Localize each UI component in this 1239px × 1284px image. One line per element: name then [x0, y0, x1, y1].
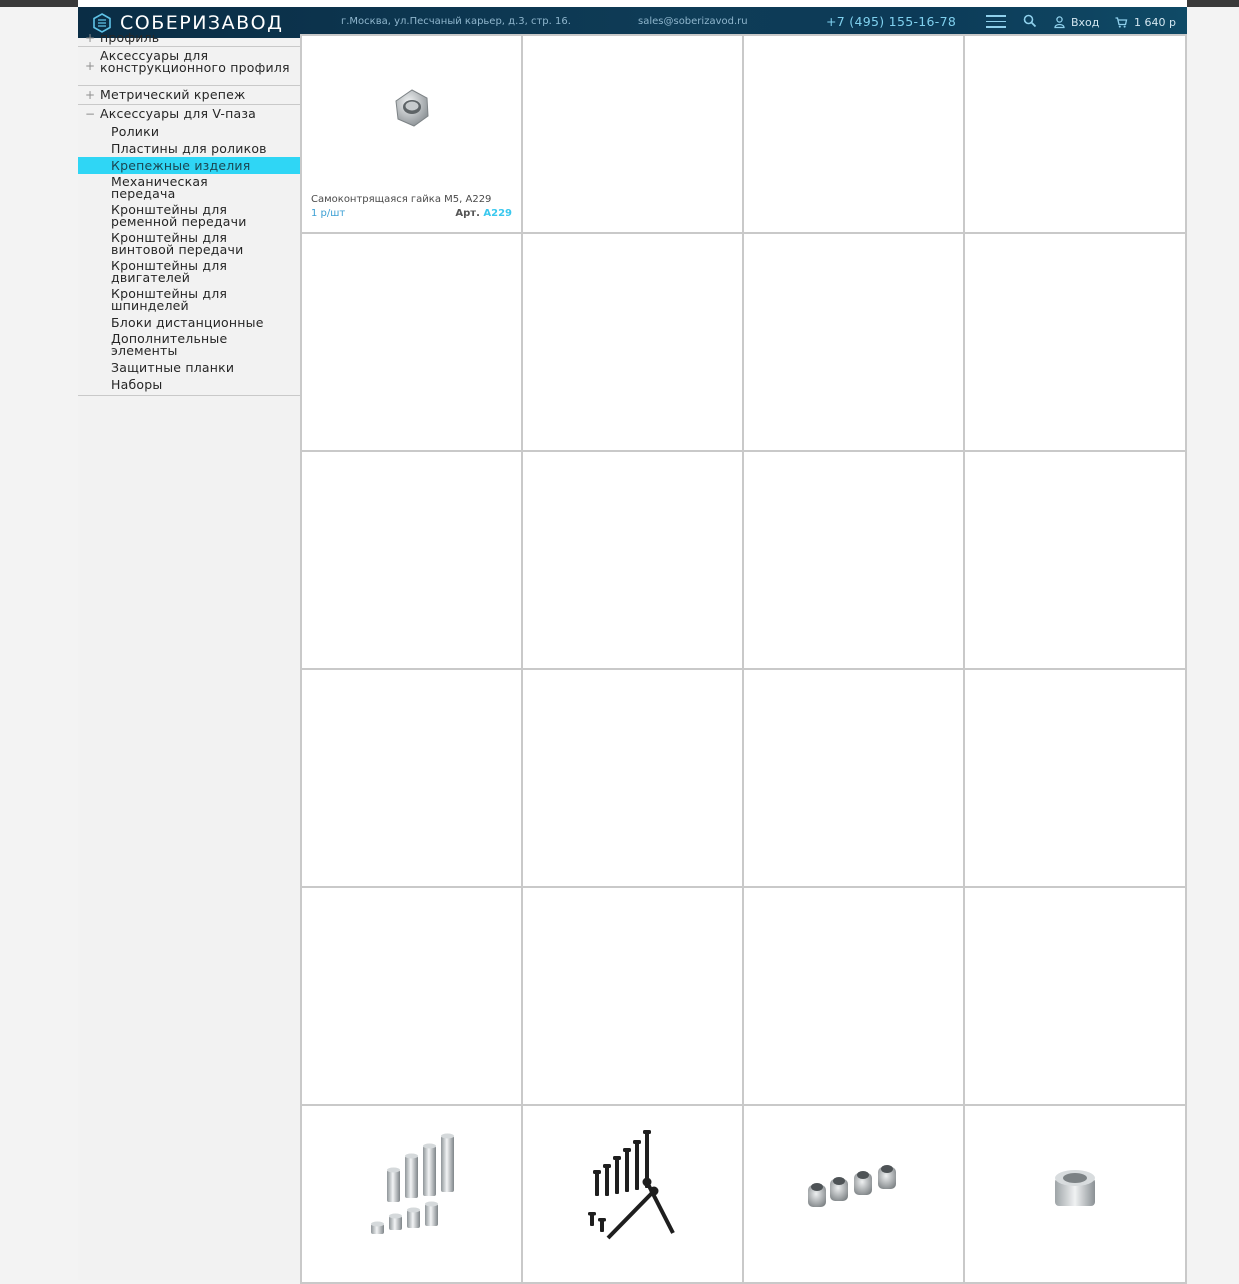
product-card[interactable]: [963, 886, 1187, 1106]
product-card[interactable]: [521, 232, 744, 452]
product-card[interactable]: [521, 34, 744, 234]
sidebar-category-metric-fasteners[interactable]: [78, 86, 300, 105]
product-card[interactable]: [521, 450, 744, 670]
sidebar-subitem-rollers[interactable]: Ролики: [111, 124, 160, 139]
sidebar-subitem-additional-elements[interactable]: Дополнительные элементы: [111, 331, 228, 358]
product-card[interactable]: [521, 886, 744, 1106]
eccentric-nuts-image: [804, 1161, 904, 1221]
expand-plus-icon[interactable]: +: [85, 31, 96, 45]
lock-nut-image: [390, 86, 434, 130]
spacer-standoffs-image: [357, 1128, 467, 1248]
product-card[interactable]: [963, 1104, 1187, 1284]
menu-icon[interactable]: [986, 15, 1006, 29]
spacer-ring-image: [1050, 1166, 1100, 1216]
login-label: Вход: [1071, 15, 1100, 29]
product-card[interactable]: [742, 450, 965, 670]
sidebar-category-label: профиль: [100, 30, 160, 45]
user-icon: [1054, 16, 1065, 28]
product-card[interactable]: [300, 450, 523, 670]
expand-plus-icon[interactable]: +: [85, 59, 96, 73]
sidebar-subitem-belt-brackets[interactable]: Кронштейны для ременной передачи: [111, 202, 247, 229]
sidebar-subitem-roller-plates[interactable]: Пластины для роликов: [111, 141, 267, 156]
product-card[interactable]: [300, 886, 523, 1106]
sidebar-category-v-slot-accessories[interactable]: [78, 105, 300, 123]
product-card[interactable]: [963, 232, 1187, 452]
product-article: [455, 208, 512, 219]
header-email-link[interactable]: sales@soberizavod.ru: [638, 16, 748, 27]
sidebar-subcategory-list: [78, 123, 300, 396]
category-sidebar: [78, 30, 300, 396]
product-title[interactable]: Самоконтрящаяся гайка M5, A229: [311, 194, 492, 205]
sidebar-subitem-kits[interactable]: Наборы: [111, 377, 163, 392]
black-screws-image: [578, 1128, 693, 1243]
sidebar-subitem-protective-strips[interactable]: Защитные планки: [111, 360, 235, 375]
product-card[interactable]: [300, 232, 523, 452]
product-card[interactable]: [742, 232, 965, 452]
sidebar-subitem-mechanical-transmission[interactable]: Механическая передача: [111, 174, 208, 201]
sidebar-subitem-spacer-blocks[interactable]: Блоки дистанционные: [111, 315, 264, 330]
product-card[interactable]: [963, 668, 1187, 888]
product-card[interactable]: [742, 1104, 965, 1284]
product-price-unit: 1 р/шт: [311, 208, 346, 219]
article-code: A229: [483, 208, 512, 219]
sidebar-category-label: Аксессуары для конструкционного профиля: [100, 48, 290, 75]
product-card[interactable]: [963, 450, 1187, 670]
search-icon[interactable]: [1023, 14, 1037, 28]
product-card[interactable]: [742, 886, 965, 1106]
product-card[interactable]: [521, 668, 744, 888]
product-card[interactable]: [963, 34, 1187, 234]
product-card[interactable]: [742, 668, 965, 888]
header-phone-link[interactable]: +7 (495) 155-16-78: [826, 14, 957, 29]
product-grid: [300, 38, 1187, 1280]
sidebar-category-label: Метрический крепеж: [100, 87, 246, 102]
product-card[interactable]: [300, 1104, 523, 1284]
article-label: Арт.: [455, 208, 480, 219]
cart-button[interactable]: [1115, 14, 1176, 30]
sidebar-subitem-fasteners[interactable]: Крепежные изделия: [78, 157, 300, 174]
sidebar-subitem-spindle-brackets[interactable]: Кронштейны для шпинделей: [111, 286, 228, 313]
header-address: г.Москва, ул.Песчаный карьер, д.3, стр. 16.: [341, 16, 571, 27]
sidebar-category-profile[interactable]: [78, 32, 300, 47]
logo-text: СОБЕРИЗАВОД: [120, 11, 284, 34]
cart-icon: [1115, 17, 1127, 28]
product-card[interactable]: [300, 668, 523, 888]
login-button[interactable]: [1054, 14, 1099, 30]
product-card[interactable]: [742, 34, 965, 234]
sidebar-subitem-motor-brackets[interactable]: Кронштейны для двигателей: [111, 258, 228, 285]
product-card[interactable]: [300, 34, 523, 234]
expand-plus-icon[interactable]: +: [85, 88, 96, 102]
sidebar-category-label: Аксессуары для V-паза: [100, 106, 257, 121]
collapse-minus-icon[interactable]: −: [85, 107, 96, 121]
sidebar-category-profile-accessories[interactable]: [78, 47, 300, 86]
cart-total: 1 640 р: [1134, 15, 1176, 29]
product-card[interactable]: [521, 1104, 744, 1284]
sidebar-subitem-screw-brackets[interactable]: Кронштейны для винтовой передачи: [111, 230, 244, 257]
